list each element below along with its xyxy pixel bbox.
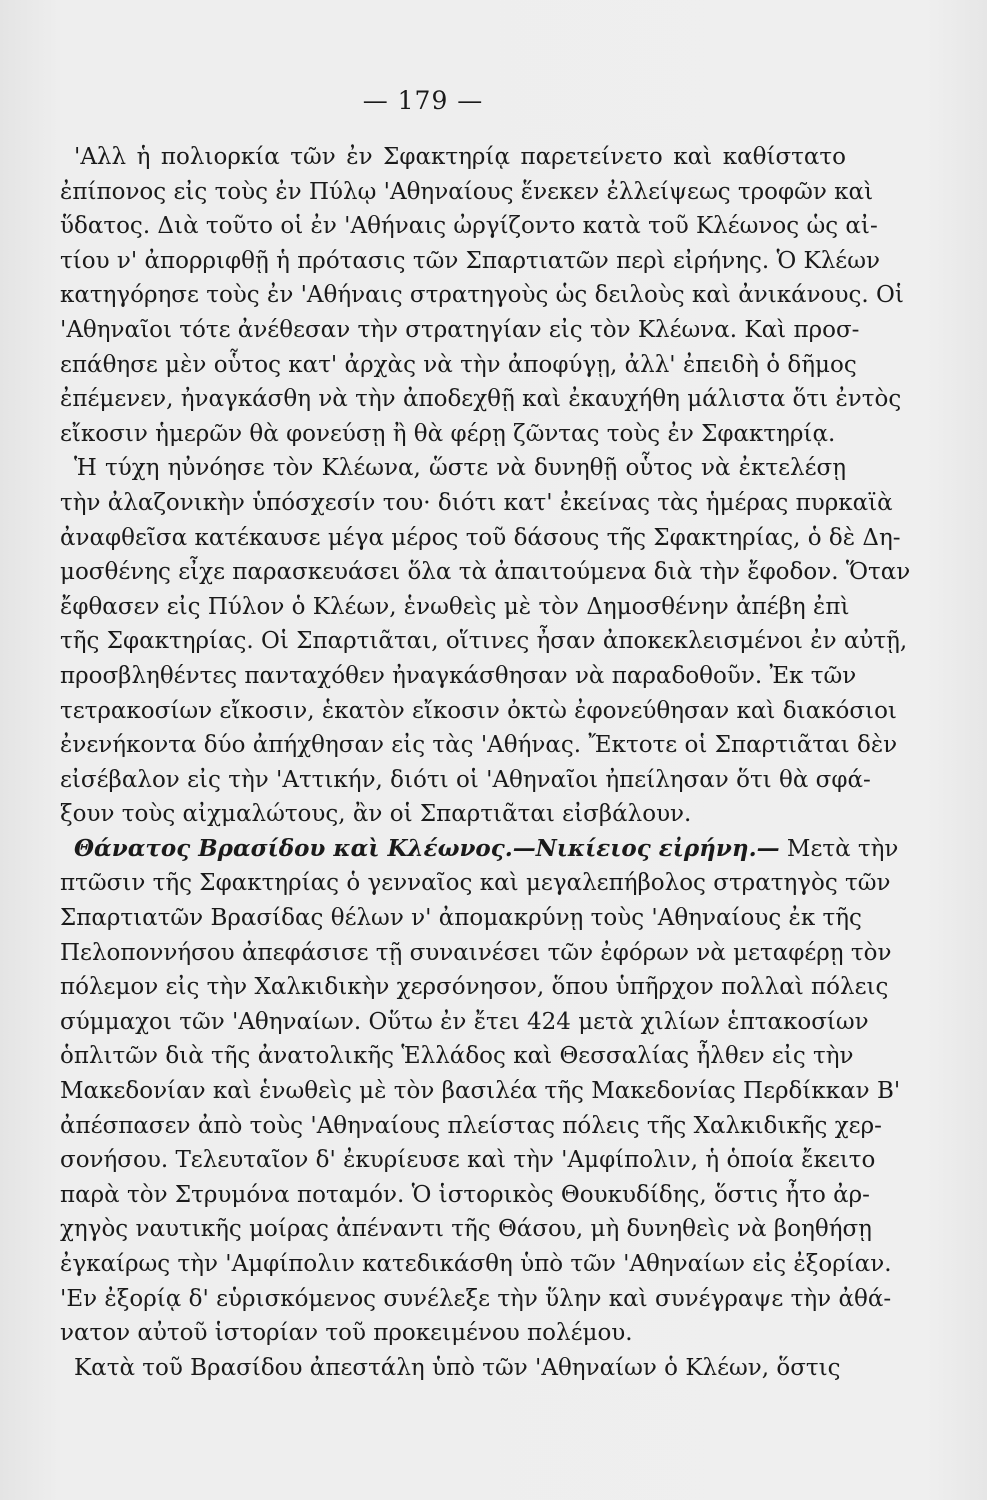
paragraph — [60, 451, 911, 832]
text-line: 'Αθηναῖοι τότε ἀνέθεσαν τὴν στρατηγίαν εἰς τὸν Κλέωνα. Καὶ προσ- — [60, 316, 860, 343]
text-line: τῆς Σφακτηρίας. Οἱ Σπαρτιᾶται, οἵτινες ἦσαν ἀποκεκλεισμένοι ἐν αὐτῇ, — [60, 628, 908, 655]
text-line: Ἡ τύχη ηὐνόησε τὸν Κλέωνα, ὥστε νὰ δυνηθῇ οὗτος νὰ ἐκτελέσῃ — [74, 455, 846, 482]
text-line: ἀπέσπασεν ἀπὸ τοὺς 'Αθηναίους πλείστας πόλεις τῆς Χαλκιδικῆς χερ- — [60, 1112, 882, 1139]
text-line: τὴν ἀλαζονικὴν ὑπόσχεσίν του· διότι κατ' ἐκείνας τὰς ἡμέρας πυρκαϊὰ — [60, 489, 893, 516]
text-line: ἐπίπονος εἰς τοὺς ἐν Πύλῳ 'Αθηναίους ἕνεκεν ἐλλείψεως τροφῶν καὶ — [60, 178, 874, 205]
paragraph — [60, 1351, 846, 1386]
text-line: Μακεδονίαν καὶ ἑνωθεὶς μὲ τὸν βασιλέα τῆς Μακεδονίας Περδίκκαν Β' — [60, 1078, 901, 1105]
text-line: χηγὸς ναυτικῆς μοίρας ἀπέναντι τῆς Θάσου, μὴ δυνηθεὶς νὰ βοηθήσῃ — [60, 1216, 872, 1243]
text-line: πόλεμον εἰς τὴν Χαλκιδικὴν χερσόνησον, ὅπου ὑπῆρχον πολλαὶ πόλεις — [60, 974, 889, 1001]
body-text — [60, 140, 911, 1385]
text-line: εἰσέβαλον εἰς τὴν 'Αττικήν, διότι οἱ 'Αθηναῖοι ἠπείλησαν ὅτι θὰ σφά- — [60, 766, 871, 793]
text-line: Σπαρτιατῶν Βρασίδας θέλων ν' ἀπομακρύνῃ τοὺς 'Αθηναίους ἐκ τῆς — [60, 905, 862, 932]
text-line: νατον αὐτοῦ ἱστορίαν τοῦ προκειμένου πολέμου. — [60, 1320, 633, 1347]
text-line: σύμμαχοι τῶν 'Αθηναίων. Οὕτω ἐν ἔτει 424 μετὰ χιλίων ἑπτακοσίων — [60, 1008, 869, 1035]
text-line: ἔφθασεν εἰς Πύλον ὁ Κλέων, ἑνωθεὶς μὲ τὸν Δημοσθένην ἀπέβη ἐπὶ — [60, 593, 850, 620]
text-line — [60, 832, 899, 867]
text-line: ξουν τοὺς αἰχμαλώτους, ἂν οἱ Σπαρτιᾶται εἰσβάλουν. — [60, 801, 692, 828]
page-number: — 179 — — [362, 86, 484, 115]
text-line: πτῶσιν τῆς Σφακτηρίας ὁ γενναῖος καὶ μεγαλεπήβολος στρατηγὸς τῶν — [60, 870, 891, 897]
heading-line-rest: Μετὰ τὴν — [779, 835, 899, 862]
text-line: παρὰ τὸν Στρυμόνα ποταμόν. Ὁ ἱστορικὸς Θουκυδίδης, ὅστις ἦτο ἀρ- — [60, 1181, 870, 1208]
paragraph — [60, 832, 901, 1351]
text-line: ἀναφθεῖσα κατέκαυσε μέγα μέρος τοῦ δάσους τῆς Σφακτηρίας, ὁ δὲ Δη- — [60, 524, 901, 551]
text-line: ἐπέμενεν, ἠναγκάσθη νὰ τὴν ἀποδεχθῇ καὶ ἐκαυχήθη μάλιστα ὅτι ἐντὸς — [60, 386, 902, 413]
text-line: ὕδατος. Διὰ τοῦτο οἱ ἐν 'Αθήναις ὠργίζοντο κατὰ τοῦ Κλέωνος ὡς αἰ- — [60, 213, 878, 240]
text-line: 'Εν ἐξορίᾳ δ' εὑρισκόμενος συνέλεξε τὴν ὕλην καὶ συνέγραψε τὴν ἀθά- — [60, 1285, 892, 1312]
text-line: ἐγκαίρως τὴν 'Αμφίπολιν κατεδικάσθη ὑπὸ τῶν 'Αθηναίων εἰς ἐξορίαν. — [60, 1251, 892, 1277]
text-line: επάθησε μὲν οὗτος κατ' ἀρχὰς νὰ τὴν ἀποφύγῃ, ἀλλ' ἐπειδὴ ὁ δῆμος — [60, 351, 857, 378]
text-line: τίου ν' ἀπορριφθῇ ἡ πρότασις τῶν Σπαρτιατῶν περὶ εἰρήνης. Ὁ Κλέων — [60, 247, 880, 274]
text-line: μοσθένης εἶχε παρασκευάσει ὅλα τὰ ἀπαιτούμενα διὰ τὴν ἔφοδον. Ὅταν — [60, 559, 911, 586]
text-line: κατηγόρησε τοὺς ἐν 'Αθήναις στρατηγοὺς ὡς δειλοὺς καὶ ἀνικάνους. Οἱ — [60, 282, 904, 309]
text-line: ὁπλιτῶν διὰ τῆς ἀνατολικῆς Ἑλλάδος καὶ Θεσσαλίας ἦλθεν εἰς τὴν — [60, 1043, 854, 1070]
text-line: σονήσου. Τελευταῖον δ' ἐκυρίευσε καὶ τὴν 'Αμφίπολιν, ἡ ὁποία ἔκειτο — [60, 1147, 876, 1174]
text-line: τετρακοσίων εἴκοσιν, ἑκατὸν εἴκοσιν ὀκτὼ ἐφονεύθησαν καὶ διακόσιοι — [60, 697, 897, 724]
section-heading: Θάνατος Βρασίδου καὶ Κλέωνος.—Νικίειος εἰρήνη.— — [74, 834, 780, 862]
text-line: προσβληθέντες πανταχόθεν ἠναγκάσθησαν νὰ παραδοθοῦν. Ἐκ τῶν — [60, 662, 857, 689]
text-line: ἐνενήκοντα δύο ἀπήχθησαν εἰς τὰς 'Αθήνας. Ἔκτοτε οἱ Σπαρτιᾶται δὲν — [60, 732, 898, 759]
paragraph — [60, 140, 904, 451]
text-line: Κατὰ τοῦ Βρασίδου ἀπεστάλη ὑπὸ τῶν 'Αθηναίων ὁ Κλέων, ὅστις — [74, 1354, 841, 1381]
text-line: εἴκοσιν ἡμερῶν θὰ φονεύσῃ ἢ θὰ φέρῃ ζῶντας τοὺς ἐν Σφακτηρίᾳ. — [60, 420, 836, 447]
text-line: 'Αλλ ἡ πολιορκία τῶν ἐν Σφακτηρίᾳ παρετείνετο καὶ καθίστατο — [74, 144, 846, 170]
text-line: Πελοποννήσου ἀπεφάσισε τῇ συναινέσει τῶν ἐφόρων νὰ μεταφέρῃ τὸν — [60, 939, 892, 966]
